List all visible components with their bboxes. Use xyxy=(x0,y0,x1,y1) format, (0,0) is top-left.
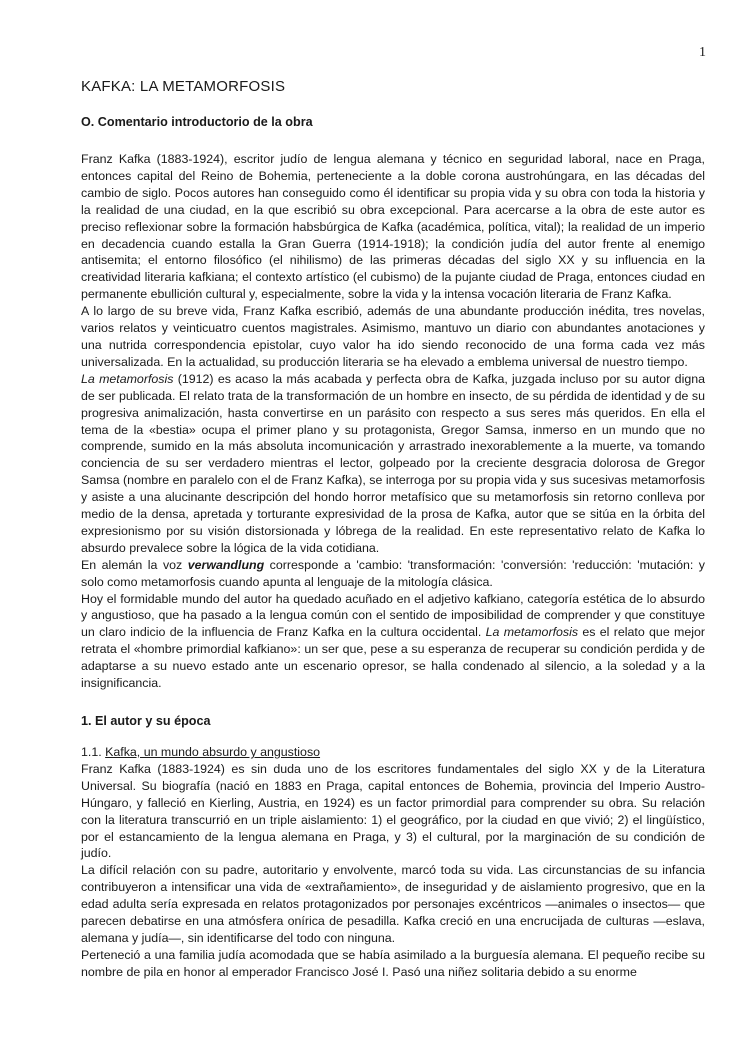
work-title: La metamorfosis xyxy=(485,625,579,640)
paragraph: La metamorfosis (1912) es acaso la más acabada y perfecta obra de Kafka, juzgada incluso por su autor digna de ser publicada. El relato trata de la transformación de un hombre en insecto, de su pérdida de identidad y de su progresiva animalización, hasta convertirse en un parásito con respecto a sus seres más queridos. En ella el tema de la «bestia» ocupa el primer plano y su protagonista, Gregor Samsa, inmerso en un mundo que no comprende, sumido en la más absoluta incomunicación y arrastrado inexorablemente a la muerte, va tomando conciencia de su ser verdadero mientras el lector, golpeado por la creciente desgracia dolorosa de Gregor Samsa (nombre en paralelo con el de Franz Kafka), se interroga por su propia vida y sus sucesivas metamorfosis y asiste a una alucinante descripción del hondo horror metafísico que su metamorfosis sin retorno conlleva por medio de la densa, apretada y torturante expresividad de la prosa de Kafka, autor que se sitúa en la órbita del expresionismo por su visión distorsionada y lóbrega de la realidad. En este representativo relato de Kafka lo absurdo prevalece sobre la lógica de la vida cotidiana. xyxy=(81,371,705,555)
document-body xyxy=(81,78,705,981)
paragraph: Hoy el formidable mundo del autor ha quedado acuñado en el adjetivo kafkiano, categoría estética de lo absurdo y angustioso, que ha pasado a la lengua común con el sentido de imposibilidad de comprender y que constituye un claro indicio de la influencia de Franz Kafka en la cultura occidental. La metamorfosis es el relato que mejor retrata el «hombre primordial kafkiano»: un ser que, pese a su esperanza de recuperar su condición perdida y de adaptarse a su nuevo estado ante un escenario opresor, se halla condenado al silencio, a la soledad y a la insignificancia. xyxy=(81,591,706,691)
german-term: verwandlung xyxy=(187,557,265,572)
paragraph: A lo largo de su breve vida, Franz Kafka escribió, además de una abundante producción inédita, tres novelas, varios relatos y veinticuatro cuentos magistrales. Asimismo, mantuvo un diario con abundantes anotaciones y una nutrida correspondencia epistolar, cuyo valor ha ido siendo reconocido de una forma cada vez más universalizada. En la actualidad, su producción literaria se ha elevado a emblema universal de nuestro tiempo. xyxy=(81,304,705,369)
paragraph: En alemán la voz verwandlung corresponde a 'cambio: 'transformación: 'conversión: 'reducción: 'mutación: y solo como metamorfosis cuando apunta al lenguaje de la mitología clásica. xyxy=(81,557,705,589)
paragraph: Perteneció a una familia judía acomodada que se había asimilado a la burguesía alemana. El pequeño recibe su nombre de pila en honor al emperador Francisco José I. Pasó una niñez solitaria debido a su enorme xyxy=(81,947,705,979)
paragraph: Franz Kafka (1883-1924), escritor judío de lengua alemana y técnico en seguridad laboral, nace en Praga, entonces capital del Reino de Bohemia, perteneciente a la doble corona austrohúngara, en las décadas del cambio de siglo. Pocos autores han conseguido como él identificar su propia vida y su obra con toda la historia y la realidad de una ciudad, en la que escribió su obra excepcional. Para acercarse a la obra de este autor es preciso reflexionar sobre la formación habsbúrgica de Kafka (académica, política, vital); la realidad de un imperio en decadencia cuando estalla la Gran Guerra (1914-1918); la condición judía del autor frente al enemigo antisemita; el entorno filosófico (el nihilismo) de las primeras décadas del siglo XX y su influencia en la creatividad literaria kafkiana; el contexto artístico (el cubismo) de la pujante ciudad de Praga, entonces ciudad en permanente ebullición cultural y, especialmente, sobre la vida y la intensa vocación literaria de Franz Kafka. xyxy=(81,152,705,302)
subsection-heading: 1.1. Kafka, un mundo absurdo y angustioso xyxy=(81,745,321,759)
page-number: 1 xyxy=(699,45,706,60)
paragraph: La difícil relación con su padre, autoritario y envolvente, marcó toda su vida. Las circunstancias de su infancia contribuyeron a intensificar una vida de «extrañamiento», de inseguridad y de aislamiento progresivo, que en la edad adulta sería expresada en relatos protagonizados por personajes excéntricos —animales o insectos— que parecen debatirse en una atmósfera onírica de pesadilla. Kafka creció en una encrucijada de culturas —eslava, alemana y judía—, sin identificarse del todo con ninguna. xyxy=(81,863,705,945)
paragraph: Franz Kafka (1883-1924) es sin duda uno de los escritores fundamentales del siglo XX y de la Literatura Universal. Su biografía (nació en 1883 en Praga, capital entonces de Bohemia, provincia del Imperio Austro-Húngaro, y falleció en Kierling, Austria, en 1924) es un factor primordial para comprender su obra. Su relación con la literatura transcurrió en un triple aislamiento: 1) el geográfico, por la ciudad en que vivió; 2) el lingüístico, por el estancamiento de la lengua alemana en Praga, y 3) el cultural, por la marginación de su condición de judío. xyxy=(81,761,705,861)
document-title: KAFKA: LA METAMORFOSIS xyxy=(81,78,286,95)
work-title: La metamorfosis xyxy=(81,371,174,386)
section-heading-intro: O. Comentario introductorio de la obra xyxy=(81,115,313,129)
section-heading-author: 1. El autor y su época xyxy=(81,714,211,728)
